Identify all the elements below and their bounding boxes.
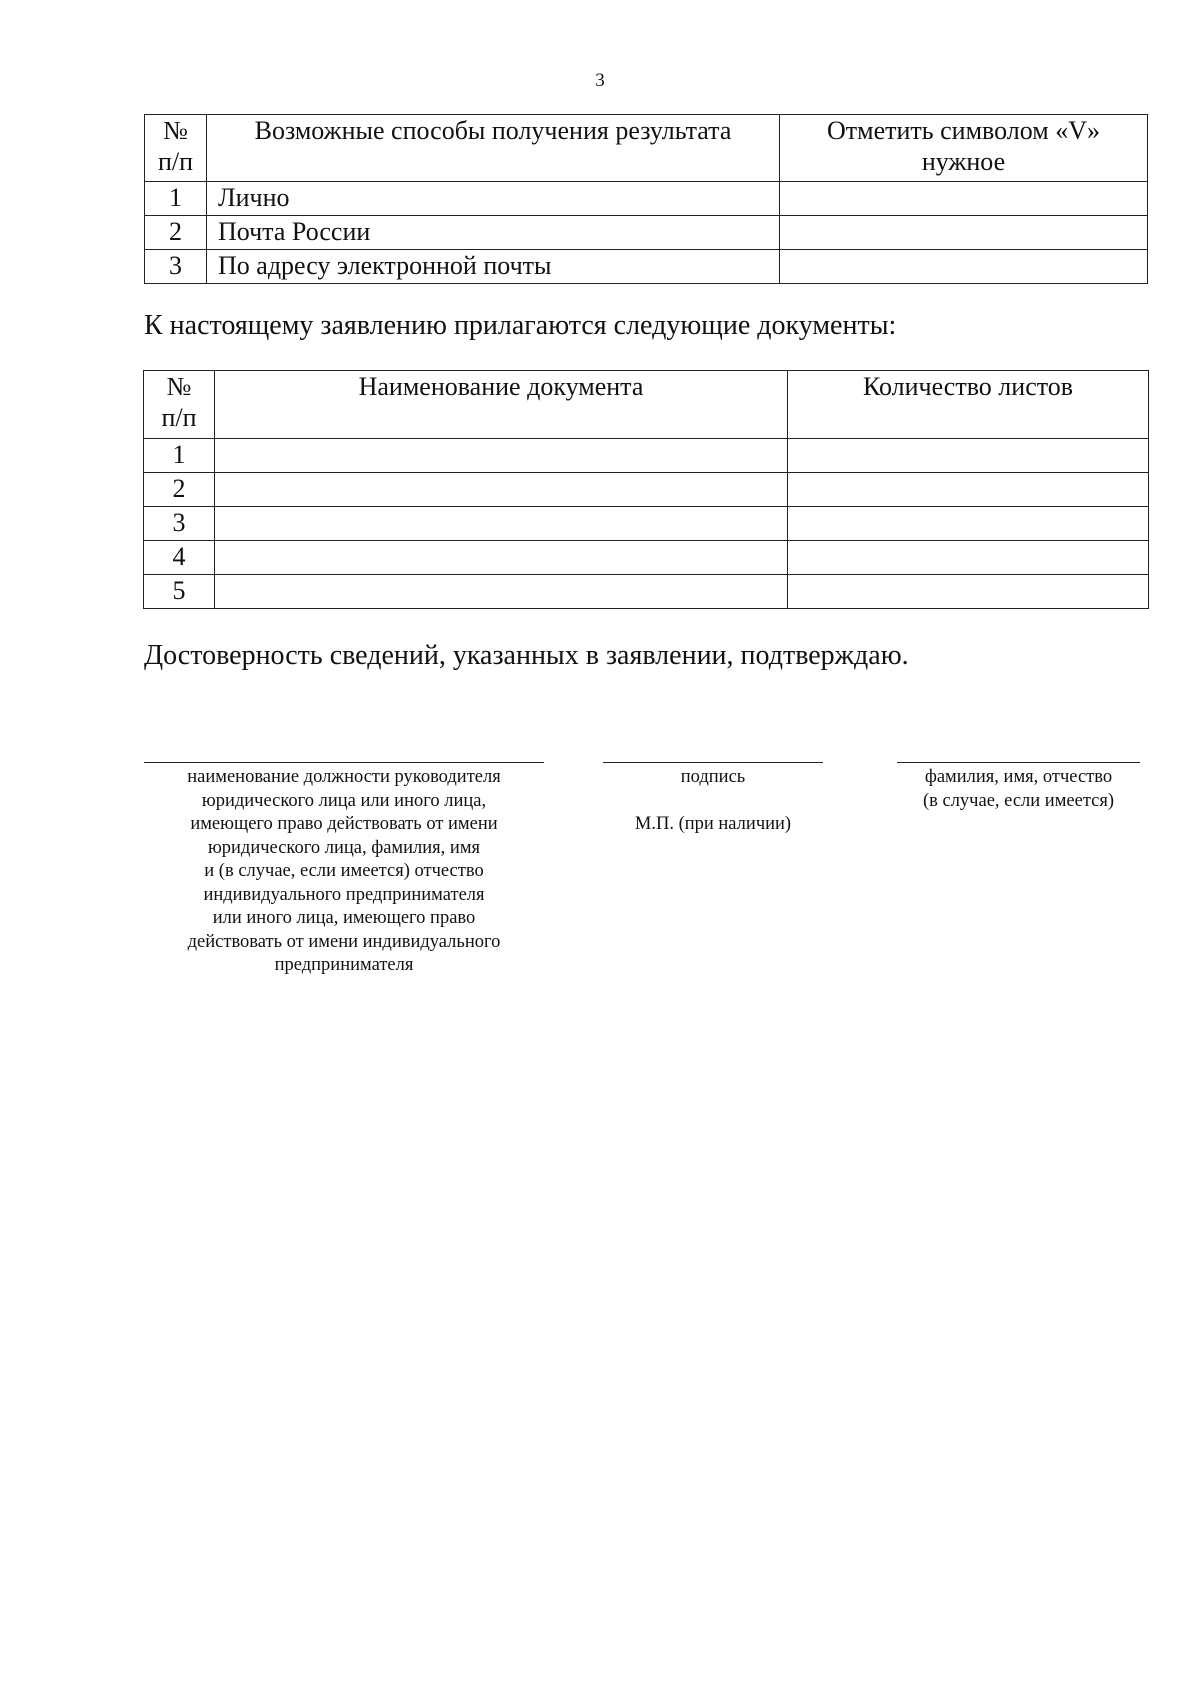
row-number: 1 — [144, 439, 215, 473]
result-methods-table — [144, 114, 1148, 284]
method-name: По адресу электронной почты — [207, 250, 780, 284]
table-row — [145, 216, 1148, 250]
sheet-count-cell[interactable] — [788, 507, 1149, 541]
signature-caption — [603, 766, 823, 836]
column-header-number: № п/п — [145, 115, 207, 182]
column-header-mark: Отметить символом «V» нужное — [780, 115, 1148, 182]
row-number: 4 — [144, 541, 215, 575]
stamp-caption: М.П. (при наличии) — [634, 813, 792, 834]
row-number: 3 — [144, 507, 215, 541]
document-name-cell[interactable] — [215, 473, 788, 507]
full-name-caption: фамилия, имя, отчество (в случае, если имеется) — [922, 767, 1115, 811]
mark-cell[interactable] — [780, 250, 1148, 284]
row-number: 1 — [145, 182, 207, 216]
attachments-heading: К настоящему заявлению прилагаются следующие документы: — [144, 310, 897, 341]
full-name-signature-line[interactable] — [897, 762, 1140, 763]
position-signature-line[interactable] — [144, 762, 544, 763]
table-row — [144, 575, 1149, 609]
position-caption: наименование должности руководителя юридического лица или иного лица, имеющего право действовать от имени юридического лица, фамилия, имя и (в случае, если имеется) отчество индивидуального предпринимателя или иного лица, имеющего право действовать от имени индивидуального предпринимателя — [187, 767, 501, 975]
document-name-cell[interactable] — [215, 575, 788, 609]
sign-caption: подпись — [680, 767, 746, 787]
sheet-count-cell[interactable] — [788, 575, 1149, 609]
document-name-cell[interactable] — [215, 439, 788, 473]
row-number: 5 — [144, 575, 215, 609]
sheet-count-cell[interactable] — [788, 439, 1149, 473]
mark-cell[interactable] — [780, 216, 1148, 250]
table-row — [144, 541, 1149, 575]
sheet-count-cell[interactable] — [788, 541, 1149, 575]
column-header-sheet-count: Количество листов — [788, 371, 1149, 439]
column-header-document-name: Наименование документа — [215, 371, 788, 439]
table-header-row — [145, 115, 1148, 182]
row-number: 2 — [145, 216, 207, 250]
table-row — [144, 507, 1149, 541]
column-header-method: Возможные способы получения результата — [207, 115, 780, 182]
table-row — [145, 182, 1148, 216]
signature-line[interactable] — [603, 762, 823, 763]
table-row — [145, 250, 1148, 284]
method-name: Лично — [207, 182, 780, 216]
row-number: 2 — [144, 473, 215, 507]
attached-documents-table — [143, 370, 1149, 609]
mark-cell[interactable] — [780, 182, 1148, 216]
sheet-count-cell[interactable] — [788, 473, 1149, 507]
table-header-row — [144, 371, 1149, 439]
document-name-cell[interactable] — [215, 507, 788, 541]
table-row — [144, 439, 1149, 473]
document-name-cell[interactable] — [215, 541, 788, 575]
page-number: 3 — [595, 70, 605, 91]
column-header-number: № п/п — [144, 371, 215, 439]
method-name: Почта России — [207, 216, 780, 250]
row-number: 3 — [145, 250, 207, 284]
confirmation-statement: Достоверность сведений, указанных в заявлении, подтверждаю. — [144, 640, 909, 671]
table-row — [144, 473, 1149, 507]
